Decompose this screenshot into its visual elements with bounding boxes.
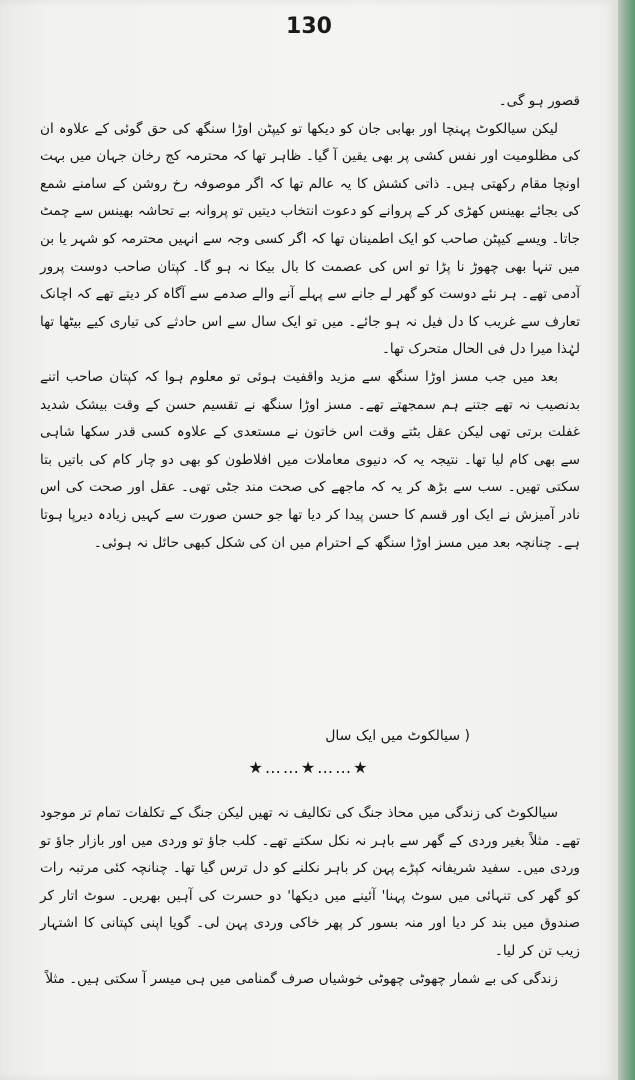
text-block-section [40,800,580,993]
text-block-main [40,88,580,557]
section-heading: ( سیالکوٹ میں ایک سال [325,728,470,744]
paragraph: سیالکوٹ کی زندگی میں محاذ جنگ کی تکالیف نہ تھیں لیکن جنگ کے تکلفات تمام تر موجود تھے۔ مثلاً بغیر وردی کے گھر سے باہر نہ نکل سکتے تھے۔ کلب جاؤ تو وردی میں اور بازار جاؤ تو وردی میں۔ سفید شریفانہ کپڑے پہن کر باہر نکلنے کو دل ترس گیا تھا۔ چنانچہ کئی مرتبہ رات کو گھر کی تنہائی میں سوٹ پہنا' آئینے میں دیکھا' دو حسرت کی آہیں بھریں۔ سوٹ اتار کر صندوق میں بند کر دیا اور منہ بسور کر پھر خاکی وردی پہن لی۔ گویا اپنی کپتانی کا اشتہار زیب تن کر لیا۔ [40,805,580,959]
paragraph: بعد میں جب مسز اوڑا سنگھ سے مزید واقفیت ہوئی تو معلوم ہوا کہ کپتان صاحب اتنے بدنصیب نہ تھے جتنے ہم سمجھتے تھے۔ مسز اوڑا سنگھ نے تقسیم حسن کے وقت بیشک شدید غفلت برتی تھی لیکن عقل بٹتے وقت اس خاتون نے مستعدی کے علاوہ کسی قدر سکھا شاہی سے بھی کام لیا تھا۔ نتیجہ یہ کہ دنیوی معاملات میں افلاطون کو بھی دو چار کام کی باتیں بتا سکتی تھیں۔ سب سے بڑھ کر یہ کہ ماجھے کی صحت مند جٹی تھی۔ عقل اور صحت کی اس نادر آمیزش نے ایک اور قسم کا حسن پیدا کر دیا تھا جو حسن صورت سے کہیں زیادہ دیرپا ہوتا ہے۔ چنانچہ بعد میں مسز اوڑا سنگھ کے احترام میں ان کی شکل کبھی حائل نہ ہوئی۔ [40,368,580,551]
page-number: 130 [286,14,332,39]
paragraph: لیکن سیالکوٹ پہنچا اور بھابی جان کو دیکھا تو کیپٹن اوڑا سنگھ کی حق گوئی کے علاوہ ان کی مظلومیت اور نفس کشی پر بھی یقین آ گیا۔ ظاہر تھا کہ محترمہ کج رخان جہان میں بہت اونچا مقام رکھتی ہیں۔ ذاتی کشش کا یہ عالم تھا کہ اگر موصوفہ رخ روشن کے سامنے شمع کی بجائے بھینس کھڑی کر کے پروانے کو دعوت انتخاب دیتیں تو پروانہ بے تحاشہ بھینس سے چمٹ جاتا۔ ویسے کیپٹن صاحب کو ایک اطمینان تھا کہ اگر کسی وجہ سے انہیں محترمہ کو شہر یا بن میں تنہا بھی چھوڑ نا پڑا تو اس کی عصمت کا بال بیکا نہ ہو گا۔ کپتان صاحب دوست پرور آدمی تھے۔ ہر نئے دوست کو گھر لے جانے سے پہلے آنے والے صدمے سے آگاہ کر دیتے تھے کہ اچانک تعارف سے غریب کا دل فیل نہ ہو جائے۔ میں تو ایک سال سے اس حادثے کی تیاری کیے بیٹھا تھا لہٰذا میرا دل فی الحال متحرک تھا۔ [40,120,580,358]
section-separator: ★……★……★ [248,758,370,777]
paragraph: قصور ہو گی۔ [498,93,580,109]
paragraph: زندگی کی بے شمار چھوٹی چھوٹی خوشیاں صرف گمنامی میں ہی میسر آ سکتی ہیں۔ مثلاً [45,970,558,987]
page-edge [618,0,635,1080]
